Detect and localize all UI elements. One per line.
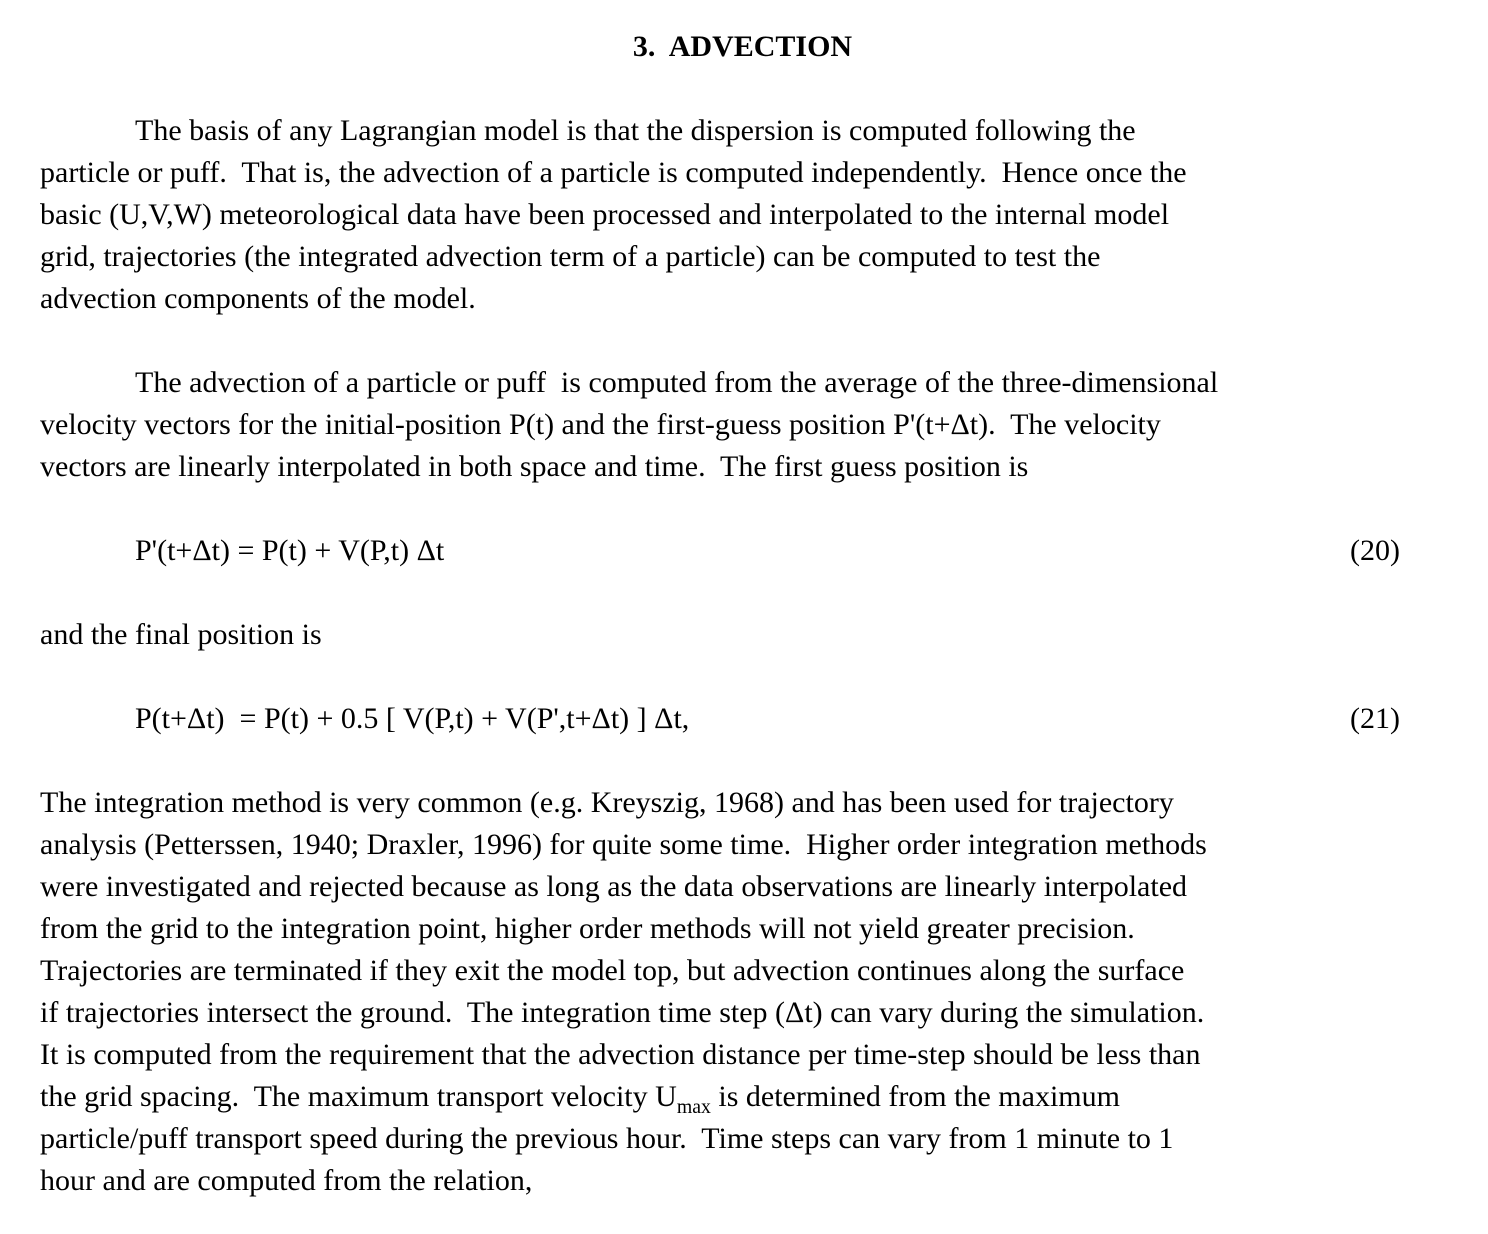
text-line: hour and are computed from the relation, [40, 1164, 533, 1197]
text-line: advection components of the model. [40, 282, 476, 315]
text-line: and the final position is [40, 618, 322, 651]
equation-21-number: (21) [1350, 702, 1400, 735]
equation-20-expression: P'(t+Δt) = P(t) + V(P,t) Δt [135, 534, 445, 567]
text-line: vectors are linearly interpolated in both space and time. The first guess position is [40, 450, 1029, 483]
section-title: 3. ADVECTION [632, 30, 853, 63]
text-line: from the grid to the integration point, higher order methods will not yield greater precision. [40, 912, 1135, 945]
equation-21 [40, 698, 1445, 740]
text-line-umax [40, 1076, 1445, 1118]
paragraph-integration-method [40, 782, 1445, 1202]
text-line: The integration method is very common (e.g. Kreyszig, 1968) and has been used for trajectory [40, 786, 1174, 819]
paragraph-intro [40, 110, 1445, 320]
text-line: Trajectories are terminated if they exit the model top, but advection continues along the surface [40, 954, 1185, 987]
text-line: particle or puff. That is, the advection of a particle is computed independently. Hence once the [40, 156, 1187, 189]
text-line: basic (U,V,W) meteorological data have been processed and interpolated to the internal model [40, 198, 1170, 231]
text-line: The basis of any Lagrangian model is that the dispersion is computed following the [135, 114, 1136, 147]
umax-subscript: max [676, 1096, 711, 1118]
equation-20-number: (20) [1350, 534, 1400, 567]
text-line: The advection of a particle or puff is computed from the average of the three-dimensional [135, 366, 1219, 399]
paragraph-advection-method [40, 362, 1445, 488]
text-line: velocity vectors for the initial-position P(t) and the first-guess position P'(t+Δt). The velocity [40, 408, 1161, 441]
text-line: particle/puff transport speed during the previous hour. Time steps can vary from 1 minute to 1 [40, 1122, 1174, 1155]
umax-line-after: is determined from the maximum [710, 1080, 1120, 1113]
text-line: analysis (Petterssen, 1940; Draxler, 1996) for quite some time. Higher order integration methods [40, 828, 1207, 861]
umax-line-before: the grid spacing. The maximum transport velocity U [40, 1080, 677, 1113]
text-line: grid, trajectories (the integrated advection term of a particle) can be computed to test the [40, 240, 1101, 273]
connector-text [40, 614, 1445, 656]
equation-21-expression: P(t+Δt) = P(t) + 0.5 [ V(P,t) + V(P',t+Δt) ] Δt, [135, 702, 690, 735]
text-line: It is computed from the requirement that the advection distance per time-step should be less than [40, 1038, 1201, 1071]
text-line: if trajectories intersect the ground. The integration time step (Δt) can vary during the simulation. [40, 996, 1205, 1029]
text-line: were investigated and rejected because as long as the data observations are linearly interpolated [40, 870, 1188, 903]
equation-20 [40, 530, 1445, 572]
